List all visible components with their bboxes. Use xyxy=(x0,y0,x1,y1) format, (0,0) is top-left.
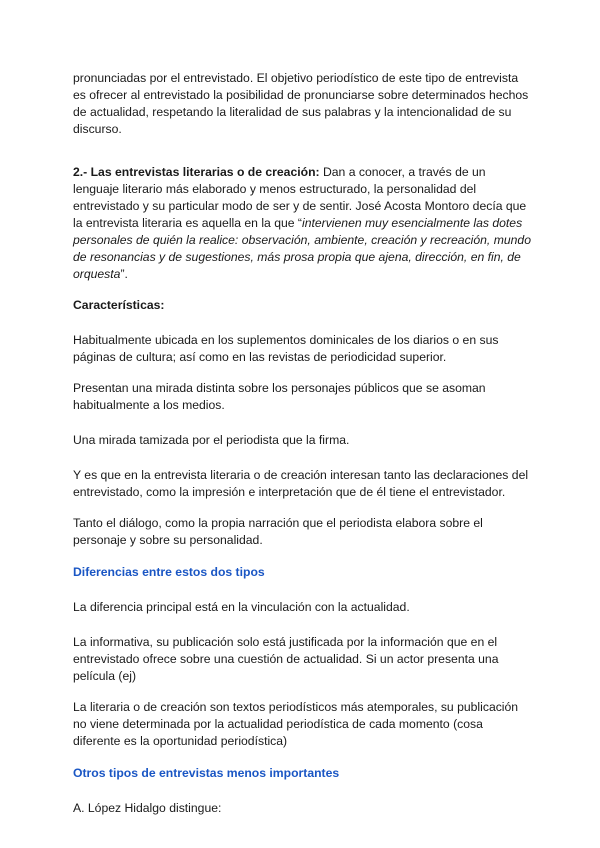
diferencia-paragraph: La informativa, su publicación solo está justificada por la información que en el entrevistado ofrece sobre una cuestión de actualidad. Si un actor presenta una película (ej) xyxy=(73,635,499,683)
caracteristica-paragraph: Y es que en la entrevista literaria o de creación interesan tanto las declaraciones del entrevistado, como la impresión e interpretación que de él tiene el entrevistador. xyxy=(73,468,529,499)
otros-paragraph: A. López Hidalgo distingue: xyxy=(73,801,222,815)
caracteristica-paragraph: Presentan una mirada distinta sobre los personajes públicos que se asoman habitualmente a los medios. xyxy=(73,381,486,412)
section-2-paragraph xyxy=(73,164,533,283)
intro-paragraph: pronunciadas por el entrevistado. El objetivo periodístico de este tipo de entrevista es ofrecer al entrevistado la posibilidad de pronunciarse sobre determinados hechos de actualidad, respetando la literalidad de sus palabras y la intencionalidad de su discurso. xyxy=(73,71,529,136)
caracteristicas-heading: Características: xyxy=(73,298,165,312)
section-2-title: 2.- Las entrevistas literarias o de creación: xyxy=(73,165,320,179)
section-2-quote-end: ”. xyxy=(120,267,128,281)
section-2-quote: intervienen muy esencialmente las dotes personales de quién la realice: observación, ambiente, creación y recreación, mundo de resonancias y de sugestiones, más prosa propia que ajena, dirección, en fin, de orquesta xyxy=(73,216,531,281)
otros-heading: Otros tipos de entrevistas menos importantes xyxy=(73,766,340,780)
document-body xyxy=(73,70,533,817)
diferencia-paragraph: La diferencia principal está en la vinculación con la actualidad. xyxy=(73,600,410,614)
section-2-text: Dan a conocer, a través de un lenguaje literario más elaborado y menos estructurado, la personalidad del entrevistado y su particular modo de ser y de sentir. José Acosta Montoro decía que la entrevista literaria es aquella en la que “ xyxy=(73,165,527,230)
caracteristica-paragraph: Una mirada tamizada por el periodista que la firma. xyxy=(73,433,350,447)
caracteristica-paragraph: Tanto el diálogo, como la propia narración que el periodista elabora sobre el personaje y sobre su personalidad. xyxy=(73,516,483,547)
caracteristica-paragraph: Habitualmente ubicada en los suplementos dominicales de los diarios o en sus páginas de cultura; así como en las revistas de periodicidad superior. xyxy=(73,333,499,364)
diferencias-heading: Diferencias entre estos dos tipos xyxy=(73,565,265,579)
diferencia-paragraph: La literaria o de creación son textos periodísticos más atemporales, su publicación no viene determinada por la actualidad periodística de cada momento (cosa diferente es la oportunidad periodística) xyxy=(73,700,519,748)
